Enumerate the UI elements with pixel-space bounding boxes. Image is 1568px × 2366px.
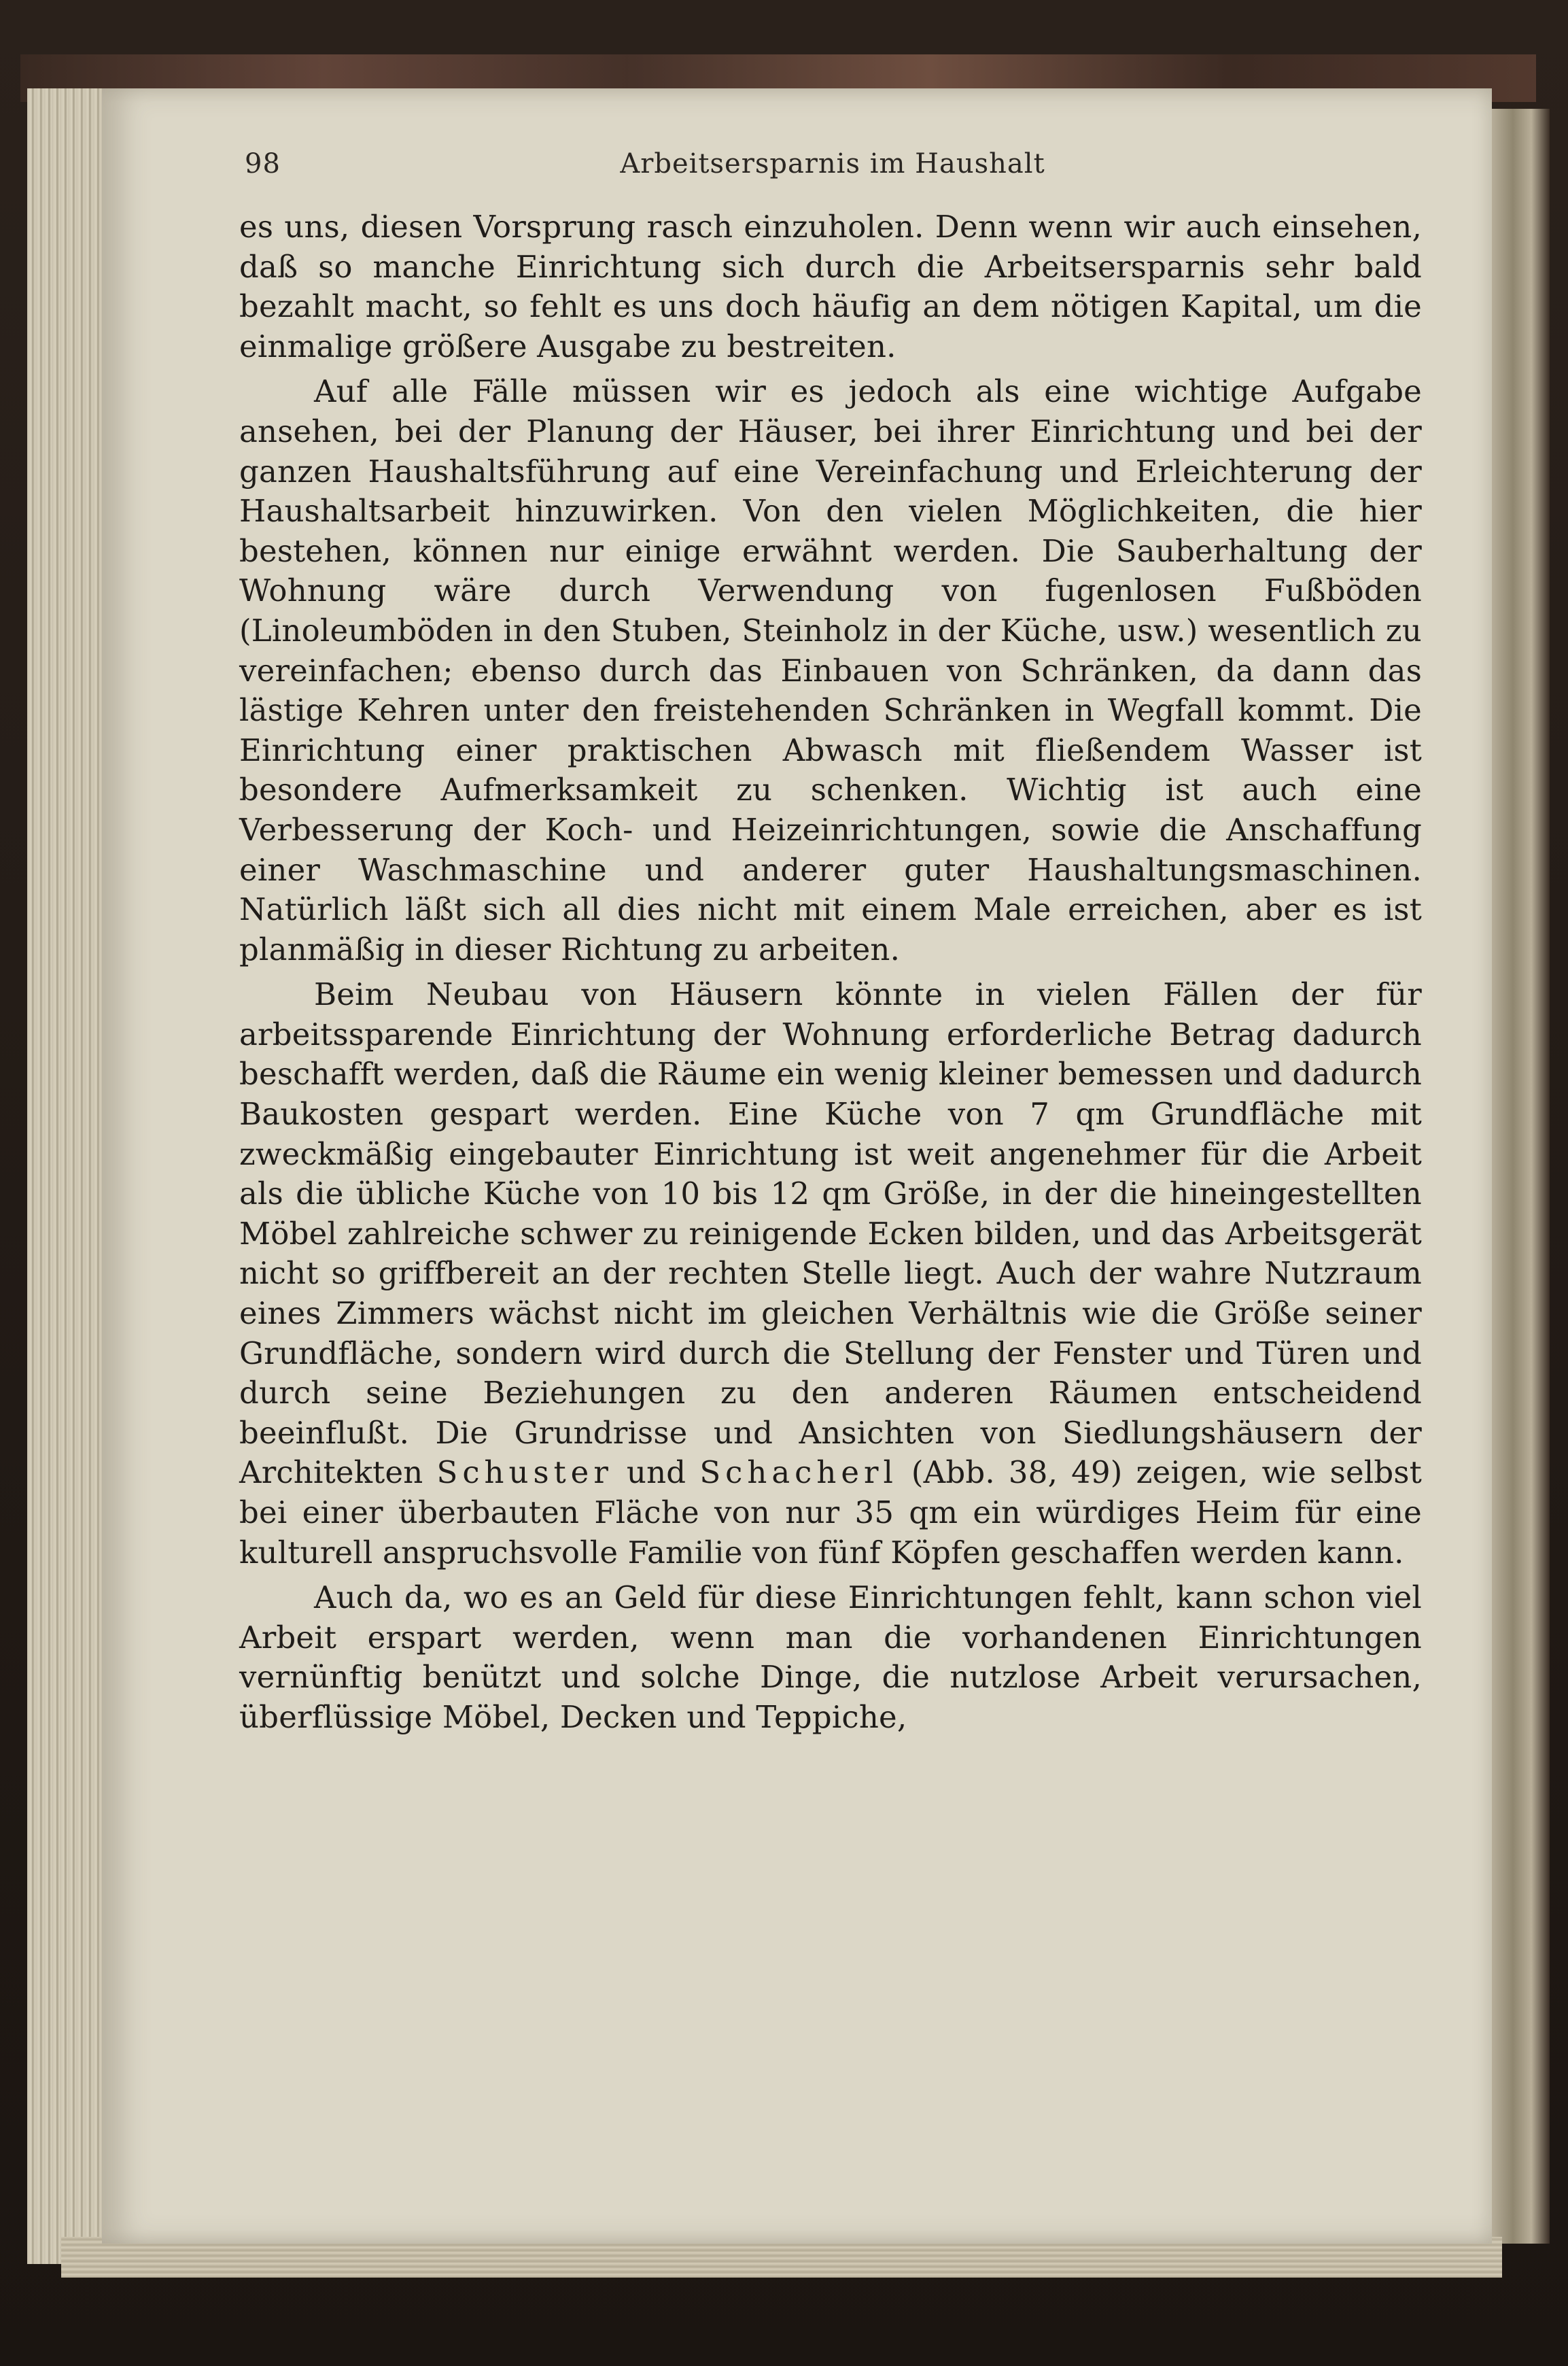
body-text bbox=[239, 207, 1422, 1743]
paragraph-2: Auf alle Fälle müssen wir es jedoch als eine wichtige Aufgabe ansehen, bei der Planung der Häuser, bei ihrer Einrichtung und bei der ganzen Haushaltsführung auf eine Vereinfachung und Erleichterung der Haushaltsarbeit hinzuwirken. Von den vielen Möglichkeiten, die hier bestehen, können nur einige erwähnt werden. Die Sauberhaltung der Wohnung wäre durch Verwendung von fugenlosen Fußböden (Linoleumböden in den Stuben, Steinholz in der Küche, usw.) wesentlich zu vereinfachen; ebenso durch das Einbauen von Schränken, da dann das lästige Kehren unter den freistehenden Schränken in Wegfall kommt. Die Einrichtung einer praktischen Abwasch mit fließendem Wasser ist besondere Aufmerksamkeit zu schenken. Wichtig ist auch eine Verbesserung der Koch- und Heizeinrichtungen, sowie die Anschaffung einer Waschmaschine und anderer guter Haushaltungsmaschinen. Natürlich läßt sich all dies nicht mit einem Male erreichen, aber es ist planmäßig in dieser Richtung zu arbeiten. bbox=[239, 373, 1422, 967]
paragraph-3 bbox=[239, 975, 1422, 1573]
running-title: Arbeitsersparnis im Haushalt bbox=[620, 148, 1045, 179]
paragraph-3-und: und bbox=[626, 1454, 686, 1491]
paragraph-1: es uns, diesen Vorsprung rasch einzuholen. Denn wenn wir auch einsehen, daß so manche Einrichtung sich durch die Arbeitsersparnis sehr bald bezahlt macht, so fehlt es uns doch häufig an dem nötigen Kapital, um die einmalige größere Ausgabe zu bestreiten. bbox=[239, 209, 1422, 364]
page-header bbox=[245, 136, 1421, 190]
right-page-edge bbox=[1488, 109, 1550, 2244]
paragraph-4: Auch da, wo es an Geld für diese Einrichtungen fehlt, kann schon viel Arbeit erspart werden, wenn man die vorhandenen Einrichtungen vernünftig benützt und solche Dinge, die nutzlose Arbeit verursachen, überflüssige Möbel, Decken und Teppiche, bbox=[239, 1579, 1422, 1735]
page-number: 98 bbox=[245, 148, 281, 179]
architect-name-schacherl: Schacherl bbox=[699, 1454, 898, 1491]
paragraph-3-text-a: Beim Neubau von Häusern könnte in vielen Fällen der für arbeitssparende Einrichtung der Wohnung erforderliche Betrag dadurch beschafft werden, daß die Räume ein wenig kleiner bemessen und dadurch Baukosten gespart werden. Eine Küche von 7 qm Grundfläche mit zweckmäßig eingebauter Einrichtung ist weit angenehmer für die Arbeit als die übliche Küche von 10 bis 12 qm Größe, in der die hineingestellten Möbel zahlreiche schwer zu reinigende Ecken bilden, und das Arbeitsgerät nicht so griffbereit an der rechten Stelle liegt. Auch der wahre Nutzraum eines Zimmers wächst nicht im gleichen Verhältnis wie die Größe seiner Grundfläche, sondern wird durch die Stellung der Fenster und Türen und durch seine Beziehungen zu den anderen Räumen entscheidend beeinflußt. Die Grundrisse und Ansichten von Siedlungshäusern der Architekten bbox=[239, 976, 1422, 1491]
architect-name-schuster: Schuster bbox=[436, 1454, 613, 1491]
paragraph-3-text-b: (Abb. 38, 49) zeigen, wie selbst bei einer überbauten Fläche von nur 35 qm ein würdiges Heim für eine kulturell anspruchsvolle Familie von fünf Köpfen geschaffen werden kann. bbox=[239, 1454, 1422, 1571]
